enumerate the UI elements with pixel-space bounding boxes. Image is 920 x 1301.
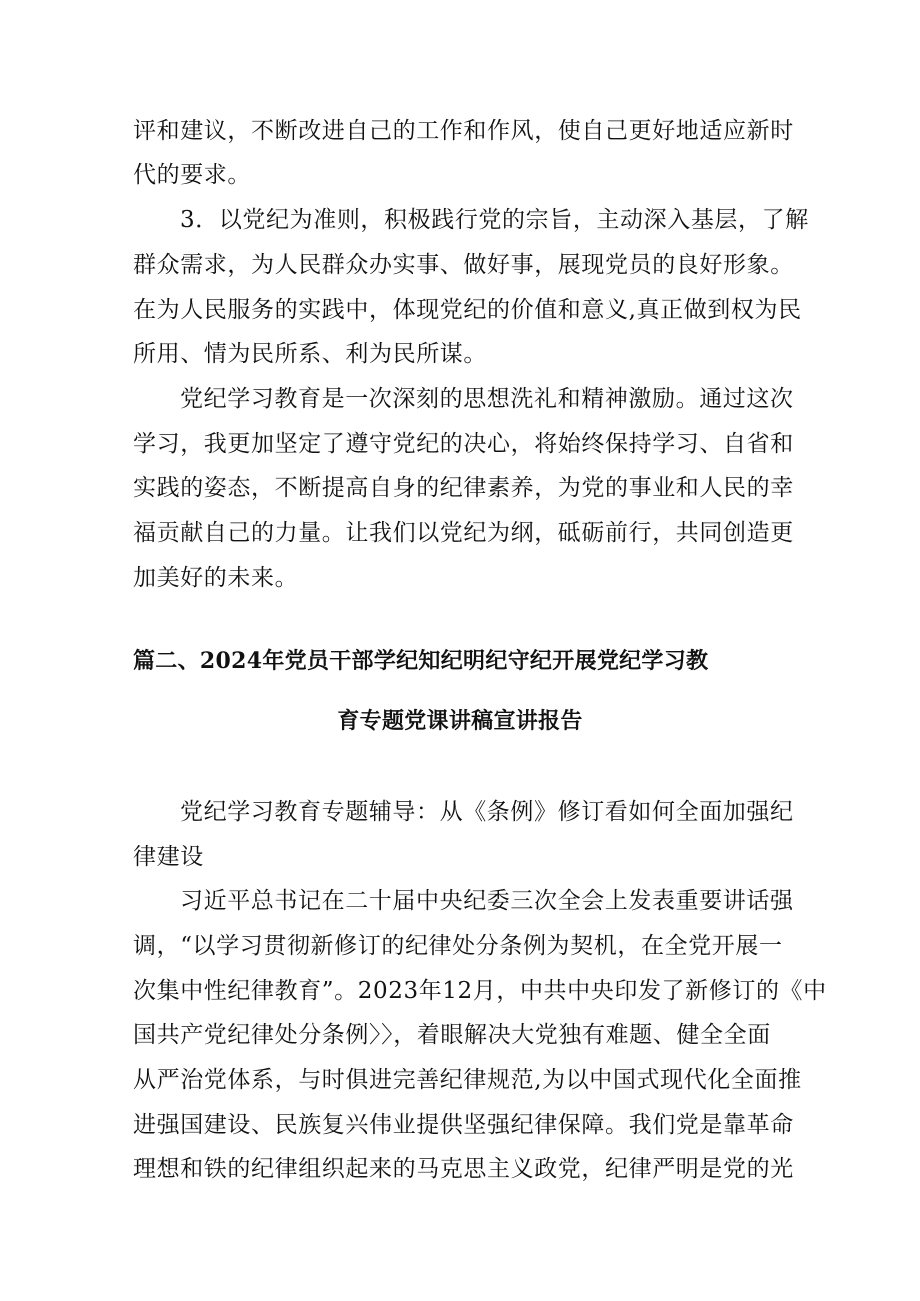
paragraph-line: 次集中性纪律教育”。2023年12月，中共中央印发了新修订的《中 [133, 978, 827, 1004]
paragraph-line: 从严治党体系，与时俱进完善纪律规范,为以中国式现代化全面推 [133, 1067, 802, 1093]
paragraph-line: 在为人民服务的实践中，体现党纪的价值和意义,真正做到权为民 [133, 297, 802, 323]
paragraph-line: 3．以党纪为准则，积极践行党的宗旨，主动深入基层，了解 [180, 207, 809, 233]
paragraph-line: 福贡献自己的力量。让我们以党纪为纲，砥砺前行，共同创造更 [133, 520, 794, 546]
subtitle-line: 党纪学习教育专题辅导：从《条例》修订看如何全面加强纪 [180, 799, 794, 825]
paragraph-line: 代的要求。 [133, 162, 251, 188]
paragraph-line: 实践的姿态，不断提高自身的纪律素养，为党的事业和人民的幸 [133, 475, 794, 501]
section-heading-continued: 育专题党课讲稿宣讲报告 [337, 708, 583, 734]
paragraph-line: 加美好的未来。 [133, 565, 299, 591]
paragraph-line: 党纪学习教育是一次深刻的思想洗礼和精神激励。通过这次 [180, 386, 794, 412]
paragraph-line: 所用、情为民所系、利为民所谋。 [133, 341, 487, 367]
paragraph-line: 评和建议，不断改进自己的工作和作风，使自己更好地适应新时 [133, 118, 794, 144]
paragraph-line: 理想和铁的纪律组织起来的马克思主义政党，纪律严明是党的光 [133, 1156, 794, 1182]
section-heading: 篇二、2024年党员干部学纪知纪明纪守纪开展党纪学习教 [133, 648, 709, 674]
paragraph-line: 国共产党纪律处分条例〉〉，着眼解决大党独有难题、健全全面 [133, 1022, 771, 1048]
paragraph-line: 群众需求，为人民群众办实事、做好事，展现党员的良好形象。 [133, 252, 794, 278]
paragraph-line: 习近平总书记在二十届中央纪委三次全会上发表重要讲话强 [180, 888, 794, 914]
paragraph-line: 调，“以学习贯彻新修订的纪律处分条例为契机，在全党开展一 [133, 933, 783, 959]
paragraph-line: 学习，我更加坚定了遵守党纪的决心，将始终保持学习、自省和 [133, 431, 794, 457]
subtitle-line: 律建设 [133, 844, 204, 870]
paragraph-line: 进强国建设、民族复兴伟业提供坚强纪律保障。我们党是靠革命 [133, 1112, 794, 1138]
